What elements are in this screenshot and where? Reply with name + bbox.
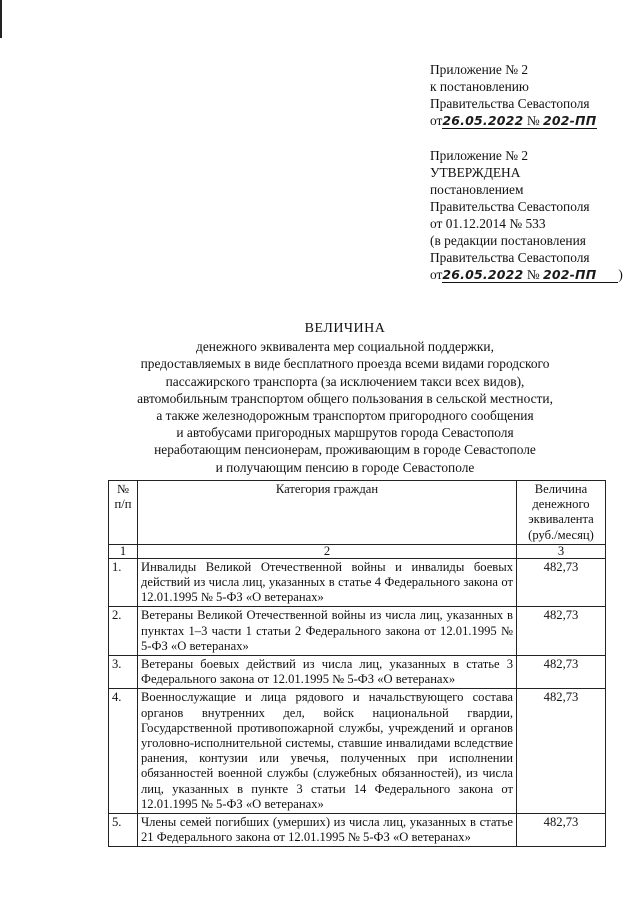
table-row (109, 558, 606, 607)
appendix-approved-block (430, 147, 630, 283)
table-index-row (109, 544, 606, 558)
document-title: ВЕЛИЧИНА (304, 321, 386, 336)
row-num: 4. (109, 689, 138, 814)
row-category: Ветераны Великой Отечественной войны из числа лиц, указанных в пунктах 1–3 части 1 статьи 2 Федерального закона от 12.01.1995 № 5-ФЗ «О ветеранах» (138, 607, 517, 656)
row-num: 1. (109, 558, 138, 607)
appendix-top-reference (430, 112, 630, 129)
row-value: 482,73 (517, 656, 606, 689)
title-line-2: предоставляемых в виде бесплатного проезда всеми видами городского (140, 356, 550, 372)
appendix-approved-line5: от 01.12.2014 № 533 (430, 216, 546, 231)
table-row (109, 656, 606, 689)
appendix-approved-reference (430, 266, 630, 283)
appendix-top-no-sign: № (526, 113, 540, 128)
title-line-6: и автобусами пригородных маршрутов города Севастополя (176, 425, 514, 441)
title-line-5: а также железнодорожным транспортом пригородного сообщения (156, 408, 534, 424)
appendix-approved-line2: УТВЕРЖДЕНА (430, 165, 521, 180)
table-row (109, 689, 606, 814)
appendix-approved-reference-underline (442, 267, 618, 283)
table-row (109, 607, 606, 656)
appendix-top-from: от (430, 113, 443, 128)
row-category: Инвалиды Великой Отечественной войны и инвалиды боевых действий из числа лиц, указанных в статье 4 Федерального закона от 12.01.1995 № 5-ФЗ «О ветеранах» (138, 558, 517, 607)
row-num: 3. (109, 656, 138, 689)
appendix-approved-line4: Правительства Севастополя (430, 199, 590, 214)
index-cell-3: 3 (517, 544, 606, 558)
appendix-top-line2: к постановлению (430, 79, 529, 94)
appendix-top-number: 202-ПП (542, 113, 597, 128)
appendix-top-line1: Приложение № 2 (430, 62, 529, 77)
appendix-approved-from: от (430, 267, 443, 282)
appendix-top-reference-underline (442, 113, 597, 129)
row-category: Военнослужащие и лица рядового и начальствующего состава органов внутренних дел, войск национальной гвардии, Государственной противопожарной службы, учреждений и органов уголовно-исполнительной системы, ставшие инвалидами вследствие ранения, контузии или увечья, полученных при исполнении обязанностей военной службы (служебных обязанностей), из числа лиц, указанных в пункте 3 статьи 14 Федерального закона от 12.01.1995 № 5-ФЗ «О ветеранах» (138, 689, 517, 814)
header-value: Величина денежного эквивалента (руб./месяц) (517, 481, 606, 545)
table-header-row (109, 481, 606, 545)
row-value: 482,73 (517, 689, 606, 814)
header-num: № п/п (109, 481, 138, 545)
appendix-top-block (430, 61, 630, 129)
table-row (109, 814, 606, 847)
header-category: Категория граждан (138, 481, 517, 545)
appendix-top-date: 26.05.2022 (442, 113, 524, 128)
title-line-3: пассажирского транспорта (за исключением такси всех видов), (165, 373, 525, 389)
title-line-8: и получающим пенсию в городе Севастополе (215, 459, 475, 475)
row-value: 482,73 (517, 607, 606, 656)
appendix-approved-no-sign: № (526, 267, 540, 282)
appendix-top-line3: Правительства Севастополя (430, 96, 590, 111)
appendix-approved-date: 26.05.2022 (442, 267, 524, 282)
row-num: 5. (109, 814, 138, 847)
row-num: 2. (109, 607, 138, 656)
row-category: Члены семей погибших (умерших) из числа лиц, указанных в статье 21 Федерального закона от 12.01.1995 № 5-ФЗ «О ветеранах» (138, 814, 517, 847)
appendix-approved-line3: постановлением (430, 182, 524, 197)
appendix-approved-number: 202-ПП (542, 267, 597, 282)
benefits-table (108, 480, 606, 847)
title-line-1: денежного эквивалента мер социальной поддержки, (196, 339, 494, 355)
row-value: 482,73 (517, 558, 606, 607)
document-title-block (110, 320, 580, 476)
index-cell-2: 2 (138, 544, 517, 558)
row-category: Ветераны боевых действий из числа лиц, указанных в статье 3 Федерального закона от 12.01.1995 № 5-ФЗ «О ветеранах» (138, 656, 517, 689)
appendix-approved-line7: Правительства Севастополя (430, 250, 590, 265)
appendix-approved-line1: Приложение № 2 (430, 148, 529, 163)
index-cell-1: 1 (109, 544, 138, 558)
title-line-7: неработающим пенсионерам, проживающим в городе Севастополе (154, 442, 536, 458)
appendix-approved-close-paren: ) (618, 267, 623, 282)
row-value: 482,73 (517, 814, 606, 847)
page-edge-mark (0, 0, 2, 38)
title-line-4: автомобильным транспортом общего пользования в сельской местности, (137, 390, 553, 406)
appendix-approved-line6: (в редакции постановления (430, 233, 586, 248)
